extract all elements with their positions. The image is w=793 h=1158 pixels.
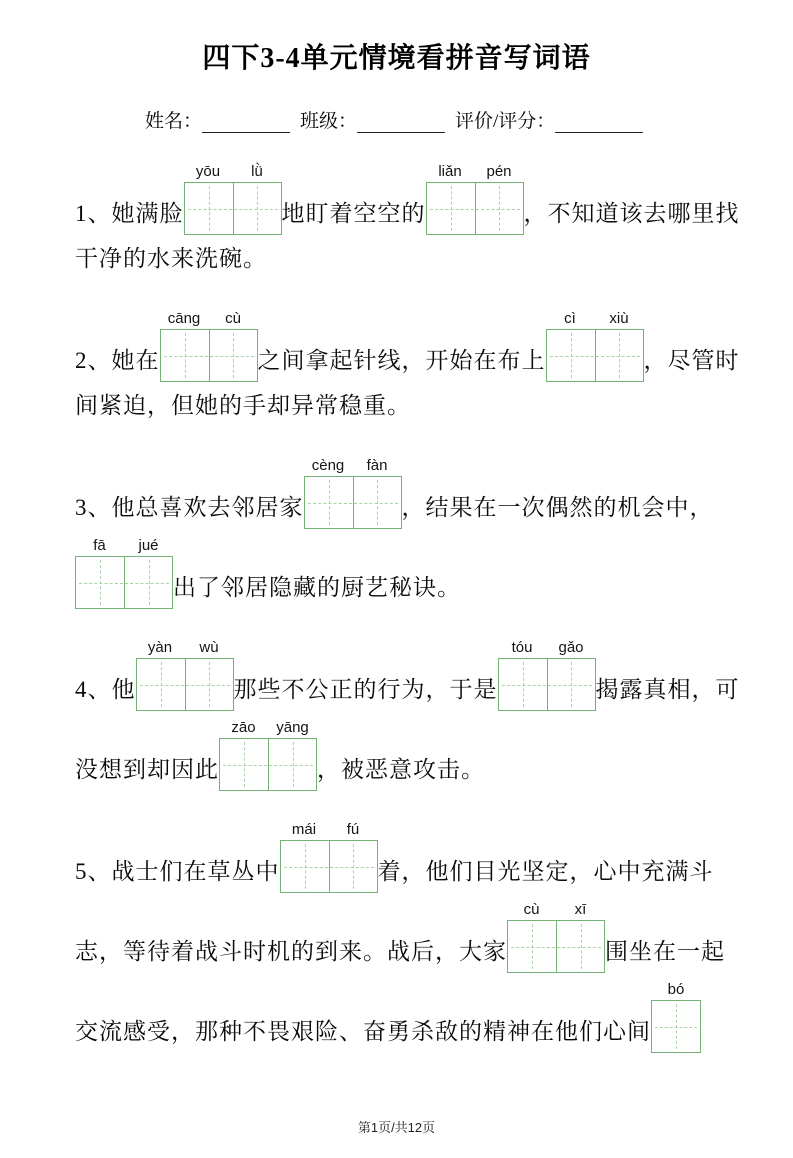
grid-cell[interactable] xyxy=(508,921,556,972)
writing-grid[interactable] xyxy=(280,840,378,893)
pinyin-label: mái xyxy=(291,821,317,839)
sentence-text: 那些不公正的行为，于是 xyxy=(233,677,498,703)
sentence-3-line-2 xyxy=(75,537,733,609)
grid-cell[interactable] xyxy=(499,659,547,710)
writing-grid[interactable] xyxy=(184,182,282,235)
answer-word-unit xyxy=(136,639,234,711)
pinyin-row xyxy=(651,981,701,998)
pinyin-label: fàn xyxy=(366,457,388,475)
sentence-text: 干净的水来洗碗。 xyxy=(75,246,267,271)
grid-cell[interactable] xyxy=(547,659,595,710)
pinyin-row xyxy=(184,163,282,180)
sentence-5-line-3 xyxy=(75,981,733,1053)
writing-grid[interactable] xyxy=(498,658,596,711)
grid-cell[interactable] xyxy=(427,183,475,234)
pinyin-label: fú xyxy=(346,821,360,839)
answer-word-unit xyxy=(498,639,596,711)
sentence-4-line-2 xyxy=(75,719,733,791)
writing-grid[interactable] xyxy=(75,556,173,609)
pinyin-label: cù xyxy=(225,310,241,328)
answer-word-unit xyxy=(507,901,605,973)
pinyin-label: pén xyxy=(486,163,512,180)
answer-word-unit xyxy=(651,981,701,1053)
writing-grid[interactable] xyxy=(160,329,258,382)
sentence-text: 出了邻居隐藏的厨艺秘诀。 xyxy=(173,575,461,601)
pinyin-label: jué xyxy=(138,537,159,555)
sentence-text: 3、他总喜欢去邻居家 xyxy=(75,495,304,521)
pinyin-label: liǎn xyxy=(438,163,462,180)
sentence-text: 之间拿起针线，开始在布上 xyxy=(257,348,546,373)
sentence-text: ，结果在一次偶然的机会中， xyxy=(401,495,714,521)
grid-cell[interactable] xyxy=(329,841,377,892)
answer-word-unit xyxy=(75,537,173,609)
answer-word-unit xyxy=(160,310,258,382)
pinyin-label: zāo xyxy=(231,719,256,737)
answer-word-unit xyxy=(426,163,524,235)
pinyin-label: yāng xyxy=(276,719,309,737)
writing-grid[interactable] xyxy=(546,329,644,382)
page-number: 第1页/共12页 xyxy=(357,1120,436,1135)
pinyin-label: cèng xyxy=(311,457,345,475)
answer-word-unit xyxy=(304,457,402,529)
writing-grid[interactable] xyxy=(651,1000,701,1053)
sentence-2-line-2 xyxy=(75,390,733,427)
pinyin-row xyxy=(426,163,524,180)
grid-cell[interactable] xyxy=(268,739,316,790)
sentence-2-line-1 xyxy=(75,310,740,382)
pinyin-row xyxy=(304,457,402,474)
pinyin-label: xī xyxy=(574,901,587,919)
worksheet-page xyxy=(0,36,793,1158)
writing-grid[interactable] xyxy=(426,182,524,235)
grid-cell[interactable] xyxy=(353,477,401,528)
grid-cell[interactable] xyxy=(556,921,604,972)
grid-cell[interactable] xyxy=(161,330,209,381)
pinyin-row xyxy=(507,901,605,918)
pinyin-label: yōu xyxy=(195,163,221,180)
score-blank[interactable] xyxy=(555,113,643,133)
grid-cell[interactable] xyxy=(185,659,233,710)
sentence-text: 4、他 xyxy=(75,677,136,703)
sentence-text: 志，等待着战斗时机的到来。战后，大家 xyxy=(75,939,507,965)
sentence-text: 着，他们目光坚定，心中充满斗 xyxy=(377,859,714,885)
sentence-text: 地盯着空空的 xyxy=(281,200,426,226)
sentence-3-line-1 xyxy=(75,457,733,529)
pinyin-label: lǜ xyxy=(251,163,263,180)
pinyin-label: fā xyxy=(93,537,106,555)
class-label: 班级： xyxy=(300,111,358,132)
writing-grid[interactable] xyxy=(219,738,317,791)
sentence-text: 揭露真相，可 xyxy=(595,677,740,703)
pinyin-label: cāng xyxy=(167,310,201,328)
sentence-text: 2、她在 xyxy=(75,348,160,373)
sentences xyxy=(0,163,793,1053)
writing-grid[interactable] xyxy=(304,476,402,529)
sentence-1-line-2 xyxy=(75,243,733,280)
sentence-text: 5、战士们在草丛中 xyxy=(75,859,280,885)
pinyin-row xyxy=(546,310,644,327)
pinyin-label: tóu xyxy=(511,639,533,657)
sentence-text: 围坐在一起 xyxy=(605,939,725,965)
sentence-text: ，被恶意攻击。 xyxy=(317,757,485,783)
name-blank[interactable] xyxy=(202,113,290,133)
grid-cell[interactable] xyxy=(281,841,329,892)
writing-grid[interactable] xyxy=(136,658,234,711)
name-label: 姓名： xyxy=(145,111,203,132)
answer-word-unit xyxy=(546,310,644,382)
page-title: 四下3-4单元情境看拼音写词语 xyxy=(202,43,591,74)
class-blank[interactable] xyxy=(357,113,445,133)
sentence-text: 间紧迫，但她的手却异常稳重。 xyxy=(75,393,411,419)
sentence-text: 1、她满脸 xyxy=(75,200,184,226)
sentence-5-line-1 xyxy=(75,821,733,893)
grid-cell[interactable] xyxy=(220,739,268,790)
pinyin-label: xiù xyxy=(609,310,629,328)
writing-grid[interactable] xyxy=(507,920,605,973)
sentence-text: ，不知道该去哪里找 xyxy=(523,200,740,226)
pinyin-label: cù xyxy=(523,901,540,919)
pinyin-label: bó xyxy=(667,981,685,999)
answer-word-unit xyxy=(184,163,282,235)
grid-cell[interactable] xyxy=(547,330,595,381)
pinyin-row xyxy=(160,310,258,327)
answer-word-unit xyxy=(219,719,317,791)
pinyin-row xyxy=(75,537,173,554)
sentence-text: 交流感受，那种不畏艰险、奋勇杀敌的精神在他们心间 xyxy=(75,1019,651,1045)
pinyin-row xyxy=(498,639,596,656)
sentence-4-line-1 xyxy=(75,639,740,711)
pinyin-row xyxy=(219,719,317,736)
grid-cell[interactable] xyxy=(475,183,523,234)
sentence-text: 没想到却因此 xyxy=(75,757,219,783)
grid-cell[interactable] xyxy=(185,183,233,234)
pinyin-label: gǎo xyxy=(558,639,584,657)
grid-cell[interactable] xyxy=(652,1001,700,1052)
grid-cell[interactable] xyxy=(137,659,185,710)
pinyin-label: wù xyxy=(199,639,219,657)
pinyin-row xyxy=(136,639,234,656)
grid-cell[interactable] xyxy=(595,330,643,381)
pinyin-row xyxy=(280,821,378,838)
grid-cell[interactable] xyxy=(209,330,257,381)
answer-word-unit xyxy=(280,821,378,893)
meta-line xyxy=(0,106,793,133)
pinyin-label: cì xyxy=(564,310,576,328)
grid-cell[interactable] xyxy=(124,557,172,608)
sentence-text: ，尽管时 xyxy=(643,348,740,373)
pinyin-label: yàn xyxy=(147,639,173,657)
grid-cell[interactable] xyxy=(233,183,281,234)
sentence-1-line-1 xyxy=(75,163,740,235)
grid-cell[interactable] xyxy=(305,477,353,528)
score-label: 评价/评分： xyxy=(455,111,556,132)
grid-cell[interactable] xyxy=(76,557,124,608)
sentence-5-line-2 xyxy=(75,901,733,973)
